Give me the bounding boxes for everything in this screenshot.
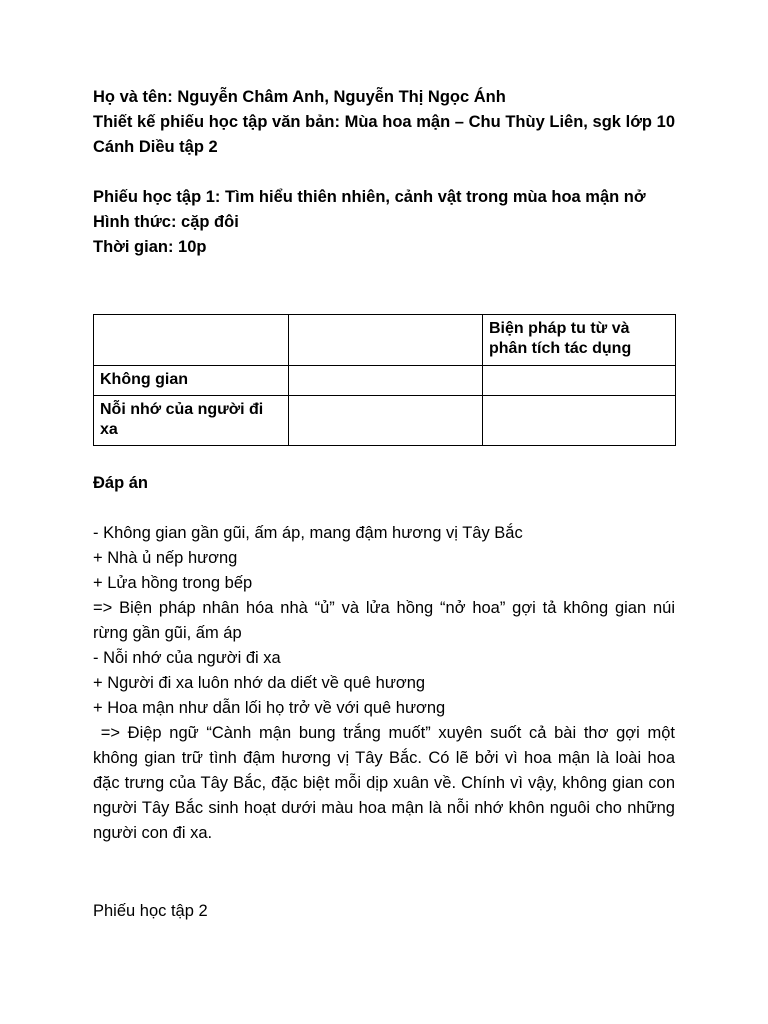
worksheet-2-section — [93, 899, 675, 924]
worksheet-1-table — [93, 314, 676, 446]
table-cell: Không gian — [94, 366, 289, 396]
spacer — [93, 496, 675, 521]
table-row — [94, 366, 676, 396]
table-cell — [483, 396, 676, 446]
answer-line: + Lửa hồng trong bếp — [93, 574, 253, 592]
table-header-row — [94, 315, 676, 366]
spacer — [93, 160, 675, 185]
answer-line: - Nỗi nhớ của người đi xa — [93, 649, 281, 667]
worksheet-2-title: Phiếu học tập 2 — [93, 902, 208, 920]
table-cell — [289, 396, 483, 446]
document-header — [93, 85, 675, 260]
answer-paragraph: => Điệp ngữ “Cành mận bung trắng muốt” xuyên suốt cả bài thơ gợi một không gian trữ tình đậm hương vị Tây Bắc. Có lẽ bởi vì hoa mận là loài hoa đặc trưng của Tây Bắc, đặc biệt mỗi dịp xuân về. Chính vì vậy, không gian con người Tây Bắc sinh hoạt dưới màu hoa mận là nỗi nhớ khôn nguôi cho những người con đi xa. — [93, 724, 680, 842]
table-cell: Nỗi nhớ của người đi xa — [94, 396, 289, 446]
answer-line: + Nhà ủ nếp hương — [93, 549, 238, 567]
answer-line: => Biện pháp nhân hóa nhà “ủ” và lửa hồng “nở hoa” gợi tả không gian núi rừng gần gũi, ấm áp — [93, 599, 675, 642]
table-row — [94, 396, 676, 446]
table-cell — [289, 315, 483, 366]
table-cell — [94, 315, 289, 366]
worksheet-1-format: Hình thức: cặp đôi — [93, 213, 239, 231]
table-cell — [289, 366, 483, 396]
answer-line: + Hoa mận như dẫn lối họ trở về với quê hương — [93, 699, 446, 717]
table-cell: Biện pháp tu từ và phân tích tác dụng — [483, 315, 676, 366]
answer-heading: Đáp án — [93, 474, 149, 492]
worksheet-1-title: Phiếu học tập 1: Tìm hiểu thiên nhiên, cảnh vật trong mùa hoa mận nở — [93, 188, 646, 206]
answer-line: - Không gian gần gũi, ấm áp, mang đậm hương vị Tây Bắc — [93, 524, 523, 542]
author-names: Họ và tên: Nguyễn Châm Anh, Nguyễn Thị Ngọc Ánh — [93, 88, 506, 106]
answer-section — [93, 471, 680, 846]
table-cell — [483, 366, 676, 396]
design-title: Thiết kế phiếu học tập văn bản: Mùa hoa mận – Chu Thùy Liên, sgk lớp 10 Cánh Diều tập 2 — [93, 113, 675, 156]
worksheet-1-time: Thời gian: 10p — [93, 238, 207, 256]
answer-line: + Người đi xa luôn nhớ da diết về quê hương — [93, 674, 426, 692]
